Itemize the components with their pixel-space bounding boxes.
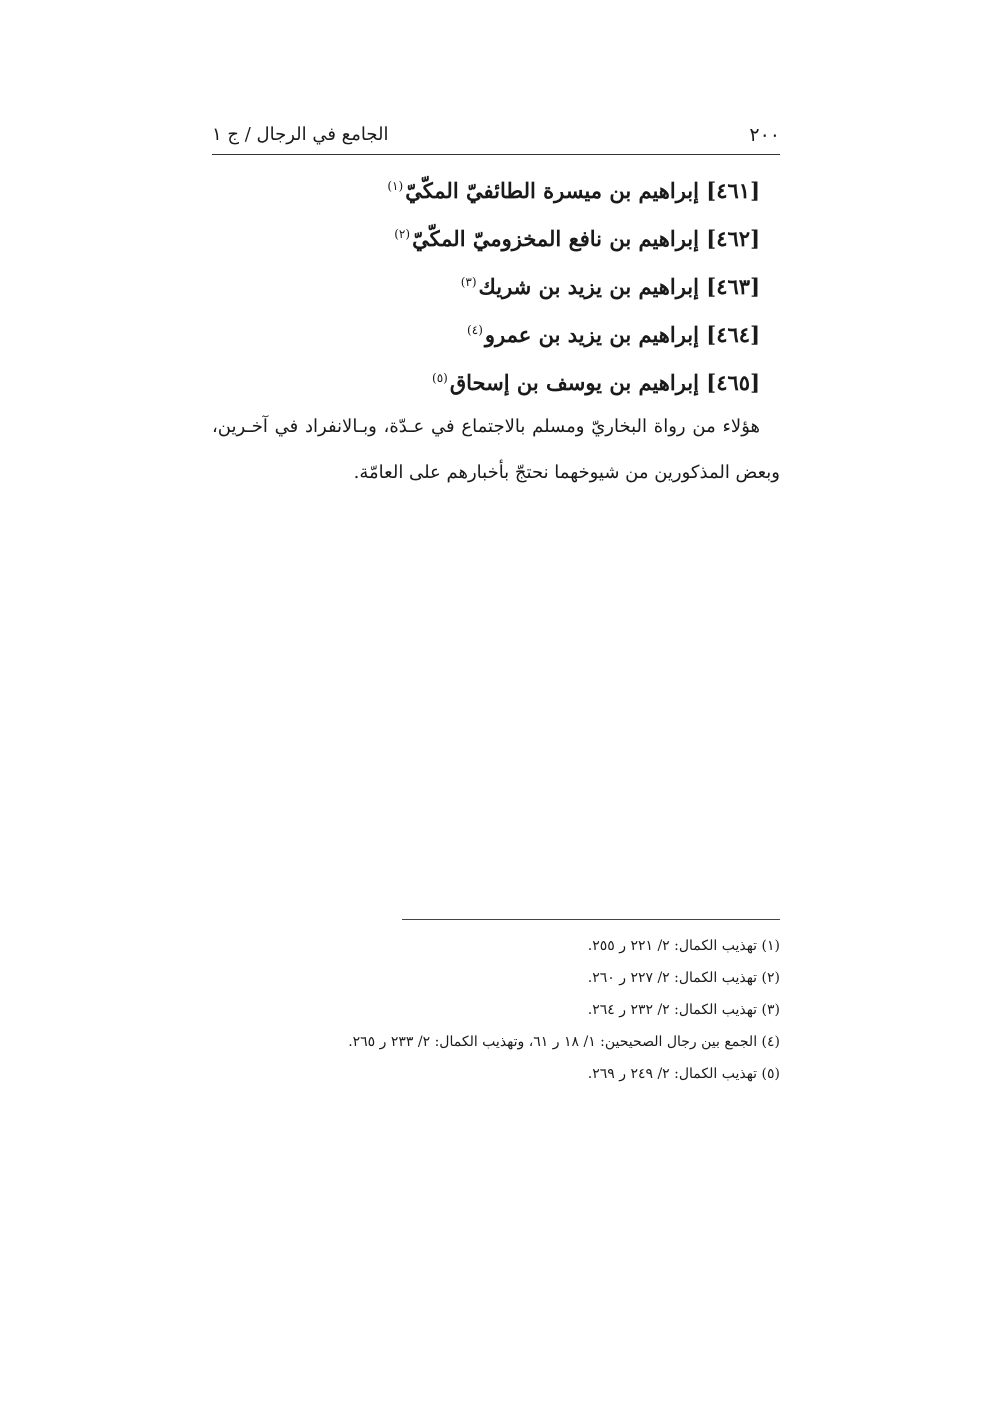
page-number: ٢٠٠ [749, 124, 780, 146]
footnote: (١) تهذيب الكمال: ٢/ ٢٢١ ر ٢٥٥. [587, 938, 780, 954]
narrator-entries [212, 166, 760, 406]
entry-number: [٤٦٣] [706, 274, 760, 299]
entry-name: إبراهيم بن يزيد بن عمرو [484, 322, 699, 347]
entry-number: [٤٦٥] [706, 370, 760, 395]
footnote-ref[interactable]: (٥) [432, 371, 448, 385]
footnote-ref[interactable]: (٣) [460, 275, 477, 289]
entry-number: [٤٦١] [706, 178, 760, 203]
narrator-entry [212, 166, 760, 214]
book-page [212, 118, 780, 1118]
footnote-ref[interactable]: (٤) [467, 323, 483, 337]
footnote: (٥) تهذيب الكمال: ٢/ ٢٤٩ ر ٢٦٩. [587, 1066, 780, 1082]
narrator-entry [212, 310, 760, 358]
entry-name: إبراهيم بن يزيد بن شريك [478, 274, 699, 299]
footnote-ref[interactable]: (٢) [394, 227, 411, 241]
entry-number: [٤٦٢] [706, 226, 760, 251]
footnote: (٢) تهذيب الكمال: ٢/ ٢٢٧ ر ٢٦٠. [587, 970, 780, 986]
footnote: (٣) تهذيب الكمال: ٢/ ٢٣٢ ر ٢٦٤. [587, 1002, 780, 1018]
footnotes-list [212, 930, 780, 1090]
entry-name: إبراهيم بن ميسرة الطائفيّ المكّيّ [405, 178, 699, 203]
narrator-entry [212, 214, 760, 262]
footnote-ref[interactable]: (١) [387, 179, 404, 193]
narrator-entry [212, 358, 760, 406]
entry-name: إبراهيم بن يوسف بن إسحاق [449, 370, 699, 395]
footnote-divider [402, 919, 780, 920]
running-header [212, 118, 780, 155]
entry-name: إبراهيم بن نافع المخزوميّ المكّيّ [412, 226, 699, 251]
footnote: (٤) الجمع بين رجال الصحيحين: ١/ ١٨ ر ٦١، وتهذيب الكمال: ٢/ ٢٣٣ ر ٢٦٥. [348, 1034, 780, 1050]
narrator-entry [212, 262, 760, 310]
closing-paragraph: هؤلاء من رواة البخاريّ ومسلم بالاجتماع في عـدّة، وبـالانفراد في آخـرين، وبعض المذكورين من شيوخهما نحتجّ بأخبارهم على العامّة. [212, 416, 780, 483]
entry-number: [٤٦٤] [706, 322, 760, 347]
book-title: الجامع في الرجال / ج ١ [212, 124, 389, 145]
